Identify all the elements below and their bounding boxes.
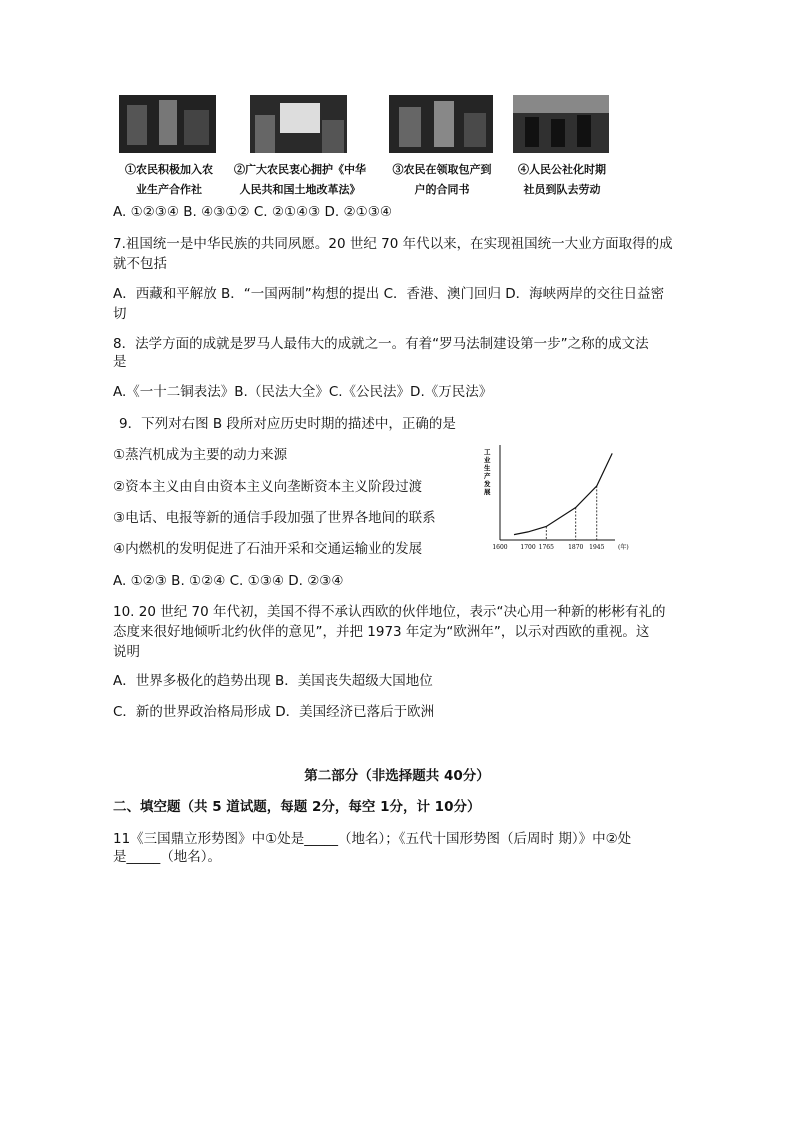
q10-stem-line3: 说明: [113, 644, 140, 660]
photo-caption-4: ④人民公社化时期 社员到队去劳动: [518, 163, 606, 196]
q7-stem-line1: 7.祖国统一是中华民族的共同夙愿。20 世纪 70 年代以来，在实现祖国统一大业方面取得的成: [113, 236, 673, 252]
y-axis-label-char: 展: [484, 488, 491, 496]
photo-land-reform-image: [250, 95, 347, 153]
q10-stem-line1: 10. 20 世纪 70 年代初，美国不得不承认西欧的伙伴地位，表示“决心用一种新的彬彬有礼的: [113, 604, 666, 620]
photo-commune-labor-image: [513, 95, 609, 153]
photo-land-reform: [250, 95, 347, 153]
industrial-production-chart: [480, 440, 630, 555]
q9-item-1: ①蒸汽机成为主要的动力来源: [113, 447, 288, 463]
x-tick-label: 1700: [520, 544, 536, 551]
y-axis-label-char: 业: [484, 456, 491, 464]
photo-commune-labor: [513, 95, 609, 153]
production-curve: [514, 453, 612, 534]
x-tick-label: 1945: [589, 544, 605, 551]
photo-cooperative: [119, 95, 216, 153]
q7-stem-line2: 就不包括: [113, 256, 167, 272]
q11-line1: 11《三国鼎立形势图》中①处是_____（地名）；《五代十国形势图（后周时 期）》中②处: [113, 831, 632, 847]
q8-options: A.《一十二铜表法》B.（民法大全》C.《公民法》D.《万民法》: [113, 384, 493, 400]
photo-caption-2: ②广大农民衷心拥护《中华 人民共和国土地改革法》: [234, 163, 366, 196]
photo-caption-3: ③农民在领取包产到 户的合同书: [392, 163, 492, 196]
q9-item-2: ②资本主义由自由资本主义向垄断资本主义阶段过渡: [113, 479, 423, 495]
q9-stem: 9．下列对右图 B 段所对应历史时期的描述中，正确的是: [119, 416, 456, 432]
q11-line2: 是_____（地名）。: [113, 849, 221, 865]
q8-stem-line2: 是: [113, 354, 127, 370]
section-fill-in-title: 二、填空题（共 5 道试题，每题 2分，每空 1分，计 10分）: [113, 799, 481, 815]
x-axis-unit-label: (年): [618, 544, 629, 551]
q9-options: A. ①②③ B. ①②④ C. ①③④ D. ②③④: [113, 573, 344, 589]
q6-options: A. ①②③④ B. ④③①② C. ②①④③ D. ②①③④: [113, 204, 392, 220]
q9-item-4: ④内燃机的发明促进了石油开采和交通运输业的发展: [113, 541, 423, 557]
photo-contract-image: [389, 95, 493, 153]
x-tick-label: 1870: [568, 544, 584, 551]
part2-title: 第二部分（非选择题共 40分）: [304, 768, 490, 784]
photo-cooperative-image: [119, 95, 216, 153]
q10-stem-line2: 态度来很好地倾听北约伙伴的意见”，并把 1973 年定为“欧洲年”，以示对西欧的重视。这: [113, 624, 650, 640]
q7-options-line2: 切: [113, 306, 127, 322]
q9-item-3: ③电话、电报等新的通信手段加强了世界各地间的联系: [113, 510, 436, 526]
q10-options-line1: A．世界多极化的趋势出现 B．美国丧失超级大国地位: [113, 673, 433, 689]
q10-options-line2: C．新的世界政治格局形成 D．美国经济已落后于欧洲: [113, 704, 435, 720]
x-tick-label: 1600: [492, 544, 508, 551]
y-axis-label-char: 生: [484, 464, 491, 472]
x-tick-label: 1765: [538, 544, 554, 551]
q7-options-line1: A．西藏和平解放 B．“一国两制”构想的提出 C．香港、澳门回归 D．海峡两岸的交往日益密: [113, 286, 665, 302]
y-axis-label-char: 工: [484, 448, 491, 456]
q8-stem-line1: 8．法学方面的成就是罗马人最伟大的成就之一。有着“罗马法制建设第一步”之称的成文法: [113, 336, 649, 352]
photo-contract: [389, 95, 493, 153]
photo-caption-1: ①农民积极加入农 业生产合作社: [125, 163, 213, 196]
y-axis-label-char: 发: [484, 480, 491, 488]
y-axis-label: [483, 448, 491, 496]
y-axis-label-char: 产: [484, 472, 491, 480]
